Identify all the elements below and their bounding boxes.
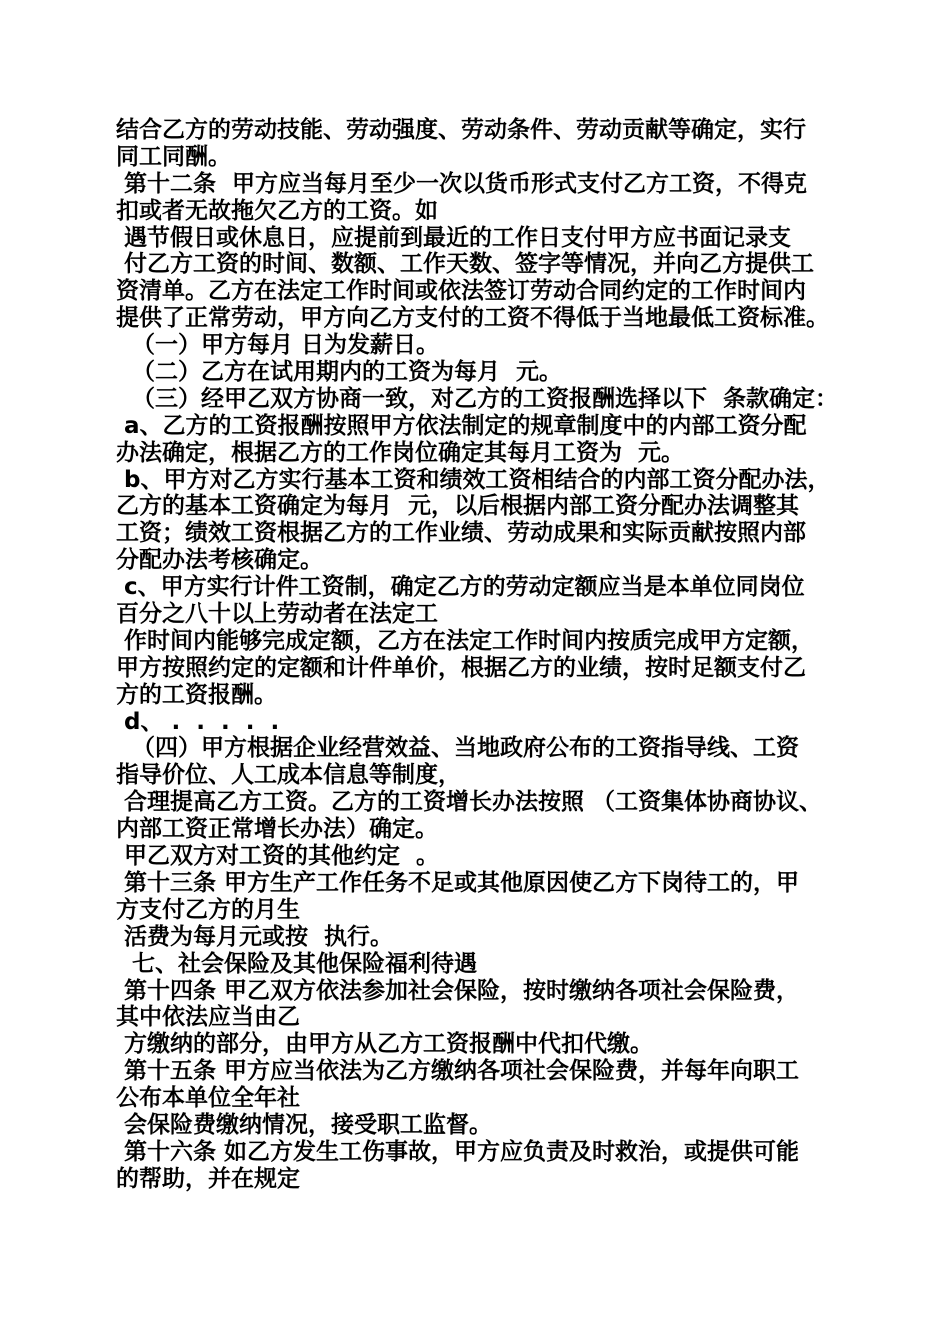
clause-3-line: （三）经甲乙双方协商一致，对乙方的工资报酬选择以下 条款确定：	[116, 385, 839, 412]
text-line: 方的工资报酬。	[116, 681, 277, 708]
article-15-line: 第十五条 甲方应当依法为乙方缴纳各项社会保险费，并每年向职工	[116, 1058, 800, 1085]
text-line: 其中依法应当由乙	[116, 1004, 300, 1031]
article-12-line: 第十二条 甲方应当每月至少一次以货币形式支付乙方工资，不得克	[116, 170, 808, 197]
text-line: 百分之八十以上劳动者在法定工	[116, 601, 438, 628]
text-line: 的帮助，并在规定	[116, 1165, 300, 1192]
text-line: 活费为每月元或按 执行。	[116, 923, 394, 950]
article-14-line: 第十四条 甲乙双方依法参加社会保险，按时缴纳各项社会保险费，	[116, 977, 800, 1004]
text-line: 分配办法考核确定。	[116, 547, 323, 574]
text-line: 内部工资正常增长办法）确定。	[116, 816, 438, 843]
option-a-line: a、乙方的工资报酬按照甲方依法制定的规章制度中的内部工资分配	[116, 412, 807, 439]
text-line: 方缴纳的部分，由甲方从乙方工资报酬中代扣代缴。	[116, 1031, 654, 1058]
text-line: 结合乙方的劳动技能、劳动强度、劳动条件、劳动贡献等确定，实行	[116, 117, 806, 143]
article-16-line: 第十六条 如乙方发生工伤事故，甲方应负责及时救治，或提供可能	[116, 1138, 800, 1165]
text-line: 乙方的基本工资确定为每月 元，以后根据内部工资分配办法调整其	[116, 493, 800, 520]
text-line: 资清单。乙方在法定工作时间或依法签订劳动合同约定的工作时间内	[116, 278, 806, 305]
clause-2-line: （二）乙方在试用期内的工资为每月 元。	[116, 359, 563, 386]
text-line: 指导价位、人工成本信息等制度，	[116, 762, 461, 789]
text-line: 扣或者无故拖欠乙方的工资。如	[116, 197, 438, 224]
document-body	[116, 117, 846, 1193]
option-c-line: c、甲方实行计件工资制，确定乙方的劳动定额应当是本单位同岗位	[116, 574, 805, 601]
section-7-heading: 七、社会保险及其他保险福利待遇	[116, 950, 478, 977]
article-13-line: 第十三条 甲方生产工作任务不足或其他原因使乙方下岗待工的，甲	[116, 869, 800, 896]
text-line: 作时间内能够完成定额，乙方在法定工作时间内按质完成甲方定额，	[116, 627, 815, 654]
text-line: 合理提高乙方工资。乙方的工资增长办法按照 （工资集体协商协议、	[116, 789, 823, 816]
text-line: 同工同酬。	[116, 143, 231, 170]
text-line: 方支付乙方的月生	[116, 896, 300, 923]
text-line: 遇节假日或休息日，应提前到最近的工作日支付甲方应书面记录支	[116, 224, 792, 251]
text-line: 工资；绩效工资根据乙方的工作业绩、劳动成果和实际贡献按照内部	[116, 520, 806, 547]
text-line: 甲方按照约定的定额和计件单价，根据乙方的业绩，按时足额支付乙	[116, 654, 806, 681]
text-line: 甲乙双方对工资的其他约定 。	[116, 843, 440, 870]
text-line: 提供了正常劳动，甲方向乙方支付的工资不得低于当地最低工资标准。	[116, 305, 829, 332]
option-d-line: d、 . . . . .	[116, 708, 280, 735]
text-line: 公布本单位全年社	[116, 1085, 300, 1112]
clause-4-line: （四）甲方根据企业经营效益、当地政府公布的工资指导线、工资	[116, 735, 800, 762]
text-line: 付乙方工资的时间、数额、工作天数、签字等情况，并向乙方提供工	[116, 251, 815, 278]
clause-1-line: （一）甲方每月 日为发薪日。	[116, 332, 440, 359]
option-b-line: b、甲方对乙方实行基本工资和绩效工资相结合的内部工资分配办法，	[116, 466, 831, 493]
text-line: 会保险费缴纳情况，接受职工监督。	[116, 1111, 493, 1138]
text-line: 办法确定，根据乙方的工作岗位确定其每月工资为 元。	[116, 439, 685, 466]
